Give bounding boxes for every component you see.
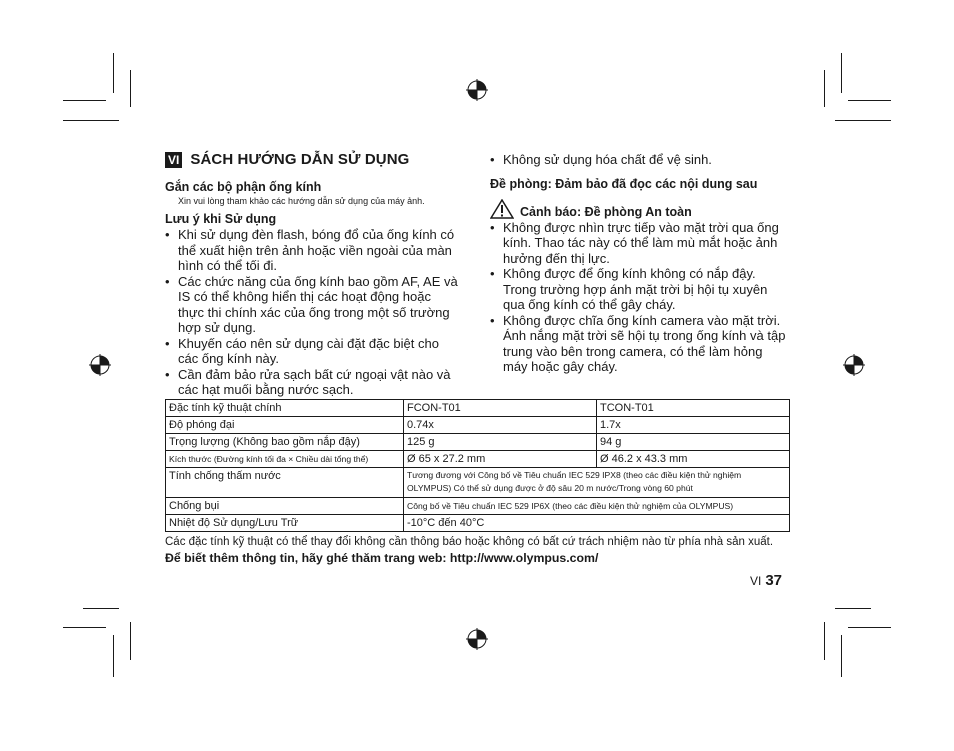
- page-number: [750, 572, 782, 589]
- crop-mark: [841, 53, 842, 93]
- warning-heading-row: [490, 199, 790, 219]
- list-item: • Khi sử dụng đèn flash, bóng đổ của ống kính có thể xuất hiện trên ảnh hoặc viền ngoài của màn hình có thể tối đi.: [165, 227, 460, 274]
- table-cell: Nhiệt độ Sử dụng/Lưu Trữ: [166, 515, 404, 532]
- table-row: [166, 417, 790, 434]
- attach-note: Xin vui lòng tham khảo các hướng dẫn sử dụng của máy ảnh.: [178, 196, 425, 206]
- precaution-heading: Đề phòng: Đảm bảo đã đọc các nội dung sau: [490, 176, 758, 191]
- disclaimer-text: Các đặc tính kỹ thuật có thể thay đổi không cần thông báo hoặc không có bất cứ trách nhiệm nào từ phía nhà sản xuất.: [165, 536, 774, 548]
- crop-mark: [835, 608, 871, 609]
- table-row: [166, 468, 790, 498]
- table-row: [166, 451, 790, 468]
- crop-mark: [841, 635, 842, 677]
- table-cell: 1.7x: [597, 417, 790, 434]
- table-cell: 94 g: [597, 434, 790, 451]
- crop-mark: [835, 120, 891, 121]
- crop-mark: [848, 627, 891, 628]
- registration-mark-icon: [466, 628, 488, 650]
- page-lang: VI: [750, 574, 762, 588]
- language-badge: VI: [165, 152, 182, 168]
- table-row: [166, 515, 790, 532]
- table-cell: Tính chống thấm nước: [166, 468, 404, 498]
- crop-mark: [113, 53, 114, 93]
- registration-mark-icon: [89, 354, 111, 376]
- crop-mark: [130, 70, 131, 107]
- table-header-cell: FCON-T01: [404, 400, 597, 417]
- list-item: • Không được nhìn trực tiếp vào mặt trời qua ống kính. Thao tác này có thể làm mù mắt hoặc ảnh hưởng đến thị lực.: [490, 220, 790, 267]
- table-row: [166, 400, 790, 417]
- crop-mark: [63, 120, 119, 121]
- table-row: [166, 498, 790, 515]
- warning-list: [490, 220, 790, 375]
- list-item: • Các chức năng của ống kính bao gồm AF, AE và IS có thể không hiển thị các hoạt động hoặc thực thi chính xác của ống trong một số trường hợp sử dụng.: [165, 274, 460, 336]
- list-item: • Khuyến cáo nên sử dụng cài đặt đặc biệt cho các ống kính này.: [165, 336, 460, 367]
- list-item: • Không được để ống kính không có nắp đậy. Trong trường hợp ánh mặt trời bị hội tụ xuyên qua ống kính có thể gây cháy.: [490, 266, 790, 313]
- cleaning-list: [490, 152, 790, 168]
- crop-mark: [824, 622, 825, 660]
- registration-mark-icon: [843, 354, 865, 376]
- table-cell: Chống bụi: [166, 498, 404, 515]
- list-item: • Không sử dụng hóa chất để vệ sinh.: [490, 152, 790, 168]
- section-title: [165, 151, 409, 168]
- crop-mark: [824, 70, 825, 107]
- table-cell: -10°C đến 40°C: [404, 515, 790, 532]
- table-header-cell: TCON-T01: [597, 400, 790, 417]
- warning-heading: Cảnh báo: Đề phòng An toàn: [520, 204, 692, 219]
- website-text: Để biết thêm thông tin, hãy ghé thăm trang web: http://www.olympus.com/: [165, 551, 599, 565]
- crop-mark: [130, 622, 131, 660]
- table-cell: Tương đương với Công bố về Tiêu chuẩn IEC 529 IPX8 (theo các điều kiện thử nghiệm OLYMPUS) Có thể sử dụng được ở độ sâu 20 m nước/Trong vòng 60 phút: [404, 468, 790, 498]
- table-cell: Ø 46.2 x 43.3 mm: [597, 451, 790, 468]
- page-number-value: 37: [765, 572, 783, 589]
- list-item: • Cần đảm bảo rửa sạch bất cứ ngoại vật nào và các hạt muối bằng nước sạch.: [165, 367, 460, 398]
- crop-mark: [113, 635, 114, 677]
- table-cell: 125 g: [404, 434, 597, 451]
- table-cell: Độ phóng đại: [166, 417, 404, 434]
- page-title: SÁCH HƯỚNG DẪN SỬ DỤNG: [190, 151, 410, 168]
- spec-table: [165, 399, 790, 532]
- attach-heading: Gắn các bộ phận ống kính: [165, 180, 322, 194]
- crop-mark: [848, 100, 891, 101]
- table-cell: Ø 65 x 27.2 mm: [404, 451, 597, 468]
- registration-mark-icon: [466, 79, 488, 101]
- usage-heading: Lưu ý khi Sử dụng: [165, 212, 277, 226]
- crop-mark: [63, 100, 106, 101]
- table-cell: Công bố về Tiêu chuẩn IEC 529 IP6X (theo các điều kiện thử nghiệm của OLYMPUS): [404, 498, 790, 515]
- crop-mark: [63, 627, 106, 628]
- table-cell: Trọng lượng (Không bao gồm nắp đậy): [166, 434, 404, 451]
- list-item: • Không được chĩa ống kính camera vào mặt trời. Ánh nắng mặt trời sẽ hội tụ trong ống kính và tập trung vào bên trong camera, có thể làm hỏng máy hoặc gây cháy.: [490, 313, 790, 375]
- usage-list: [165, 227, 460, 398]
- right-column: [490, 152, 790, 375]
- table-header-cell: Đặc tính kỹ thuật chính: [166, 400, 404, 417]
- table-cell: Kích thước (Đường kính tối đa × Chiều dài tổng thể): [166, 451, 404, 468]
- table-cell: 0.74x: [404, 417, 597, 434]
- warning-icon: [490, 199, 514, 219]
- crop-mark: [83, 608, 119, 609]
- table-row: [166, 434, 790, 451]
- left-column: [165, 180, 460, 398]
